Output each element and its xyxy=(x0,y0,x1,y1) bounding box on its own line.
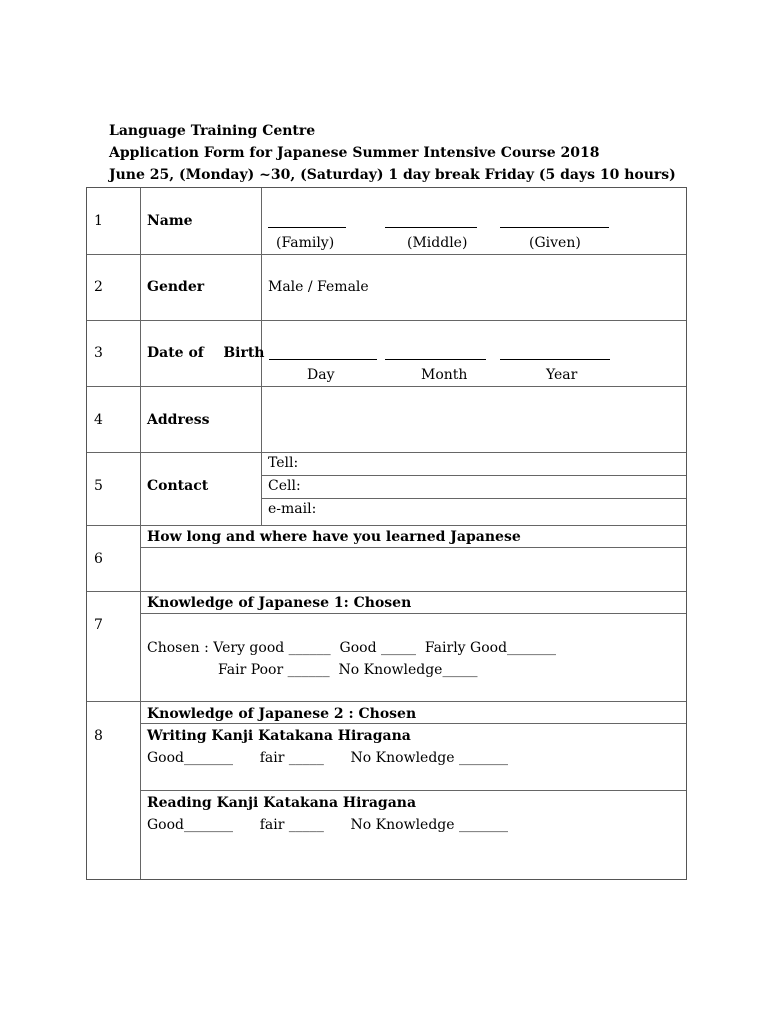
email-field[interactable]: e-mail: xyxy=(268,501,317,517)
row-number: 7 xyxy=(94,617,103,633)
address-field[interactable] xyxy=(262,388,685,450)
knowledge-1-heading: Knowledge of Japanese 1: Chosen xyxy=(147,595,412,611)
row-number: 2 xyxy=(94,279,103,295)
row-divider xyxy=(87,701,686,702)
knowledge-1-options-line2[interactable]: Fair Poor ______ No Knowledge_____ xyxy=(218,662,478,678)
dob-year-field[interactable] xyxy=(500,359,610,360)
reading-options[interactable]: Good_______ fair _____ No Knowledge _______ xyxy=(147,817,508,833)
column-divider-number xyxy=(140,188,141,879)
reading-title: Reading Kanji Katakana Hiragana xyxy=(147,795,417,811)
form-title: Application Form for Japanese Summer Intensive Course 2018 xyxy=(109,145,600,161)
row-number: 1 xyxy=(94,213,103,229)
writing-title: Writing Kanji Katakana Hiragana xyxy=(147,728,411,744)
row-divider xyxy=(87,254,686,255)
dob-day-field[interactable] xyxy=(269,359,377,360)
year-caption: Year xyxy=(546,367,578,383)
japanese-history-field[interactable] xyxy=(141,548,685,589)
row-divider xyxy=(87,591,686,592)
row-divider xyxy=(87,525,686,526)
given-name-field[interactable] xyxy=(500,227,609,228)
family-caption: (Family) xyxy=(276,235,335,251)
writing-options[interactable]: Good_______ fair _____ No Knowledge _______ xyxy=(147,750,508,766)
knowledge-2-heading: Knowledge of Japanese 2 : Chosen xyxy=(147,706,417,722)
row-number: 8 xyxy=(94,728,103,744)
contact-label: Contact xyxy=(147,478,209,494)
month-caption: Month xyxy=(421,367,468,383)
row-divider xyxy=(87,386,686,387)
name-label: Name xyxy=(147,213,193,229)
cell-field[interactable]: Cell: xyxy=(268,478,301,494)
row-number: 5 xyxy=(94,478,103,494)
row-number: 3 xyxy=(94,345,103,361)
row-divider xyxy=(87,452,686,453)
contact-divider xyxy=(261,498,686,499)
middle-caption: (Middle) xyxy=(407,235,468,251)
dob-label: Date of Birth xyxy=(147,345,265,361)
course-dates: June 25, (Monday) ~30, (Saturday) 1 day break Friday (5 days 10 hours) xyxy=(109,167,676,183)
family-name-field[interactable] xyxy=(268,227,346,228)
japanese-history-heading: How long and where have you learned Japanese xyxy=(147,529,521,545)
given-caption: (Given) xyxy=(529,235,581,251)
dob-month-field[interactable] xyxy=(385,359,486,360)
centre-title: Language Training Centre xyxy=(109,123,316,139)
gender-label: Gender xyxy=(147,279,205,295)
day-caption: Day xyxy=(307,367,335,383)
address-label: Address xyxy=(147,412,210,428)
section-divider xyxy=(140,790,686,791)
row-number: 4 xyxy=(94,412,103,428)
row-divider xyxy=(87,320,686,321)
knowledge-1-options-line1[interactable]: Chosen : Very good ______ Good _____ Fairly Good_______ xyxy=(147,640,557,656)
middle-name-field[interactable] xyxy=(385,227,477,228)
gender-options[interactable]: Male / Female xyxy=(268,279,369,295)
contact-divider xyxy=(261,475,686,476)
row-number: 6 xyxy=(94,551,103,567)
tell-field[interactable]: Tell: xyxy=(268,455,299,471)
heading-divider xyxy=(140,613,686,614)
heading-divider xyxy=(140,723,686,724)
